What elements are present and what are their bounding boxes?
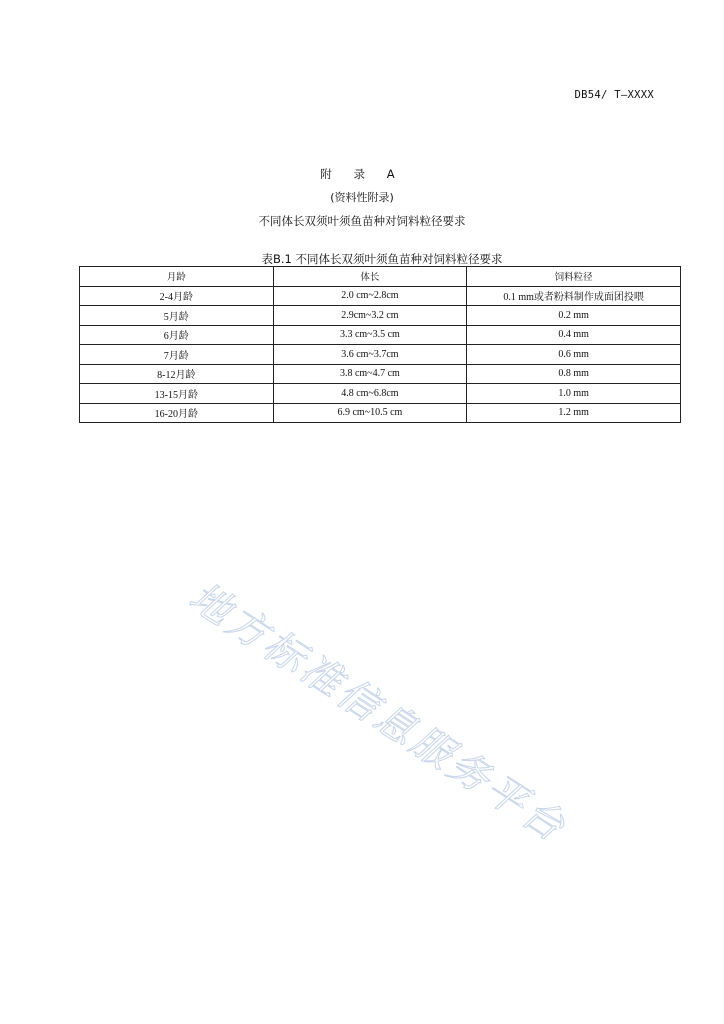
cell-age: 16-20月龄: [80, 403, 274, 423]
table-row: [80, 403, 681, 423]
column-header-feed-size: 饲料粒径: [467, 267, 681, 287]
cell-body-length: 3.6 cm~3.7cm: [273, 345, 467, 365]
table-caption: 表B.1 不同体长双须叶须鱼苗种对饲料粒径要求: [261, 252, 503, 266]
table-row: [80, 325, 681, 345]
cell-feed-size: 0.1 mm或者粉料制作成面团投喂: [467, 286, 681, 306]
cell-body-length: 3.8 cm~4.7 cm: [273, 364, 467, 384]
cell-age: 7月龄: [80, 345, 274, 365]
cell-feed-size: 1.2 mm: [467, 403, 681, 423]
cell-age: 5月龄: [80, 306, 274, 326]
cell-body-length: 4.8 cm~6.8cm: [273, 384, 467, 404]
table-row: [80, 286, 681, 306]
cell-body-length: 3.3 cm~3.5 cm: [273, 325, 467, 345]
appendix-type: (资料性附录): [330, 191, 394, 204]
cell-age: 6月龄: [80, 325, 274, 345]
cell-body-length: 6.9 cm~10.5 cm: [273, 403, 467, 423]
table-row: [80, 306, 681, 326]
table-header: [80, 267, 681, 287]
feed-size-table: [79, 266, 681, 423]
document-code: DB54/ T—XXXX: [574, 89, 654, 101]
appendix-title: 附 录 A: [320, 167, 404, 181]
cell-feed-size: 0.8 mm: [467, 364, 681, 384]
cell-body-length: 2.0 cm~2.8cm: [273, 286, 467, 306]
cell-age: 2-4月龄: [80, 286, 274, 306]
cell-feed-size: 0.6 mm: [467, 345, 681, 365]
column-header-body-length: 体长: [273, 267, 467, 287]
table-row: [80, 384, 681, 404]
appendix-heading: 不同体长双须叶须鱼苗种对饲料粒径要求: [258, 214, 466, 228]
cell-feed-size: 0.4 mm: [467, 325, 681, 345]
table-row: [80, 345, 681, 365]
column-header-age: 月龄: [80, 267, 274, 287]
cell-body-length: 2.9cm~3.2 cm: [273, 306, 467, 326]
table-body: [80, 286, 681, 423]
table-row: [80, 364, 681, 384]
cell-feed-size: 0.2 mm: [467, 306, 681, 326]
cell-age: 8-12月龄: [80, 364, 274, 384]
table-header-row: [80, 267, 681, 287]
watermark: 地方标准信息服务平台: [181, 573, 576, 853]
cell-feed-size: 1.0 mm: [467, 384, 681, 404]
cell-age: 13-15月龄: [80, 384, 274, 404]
